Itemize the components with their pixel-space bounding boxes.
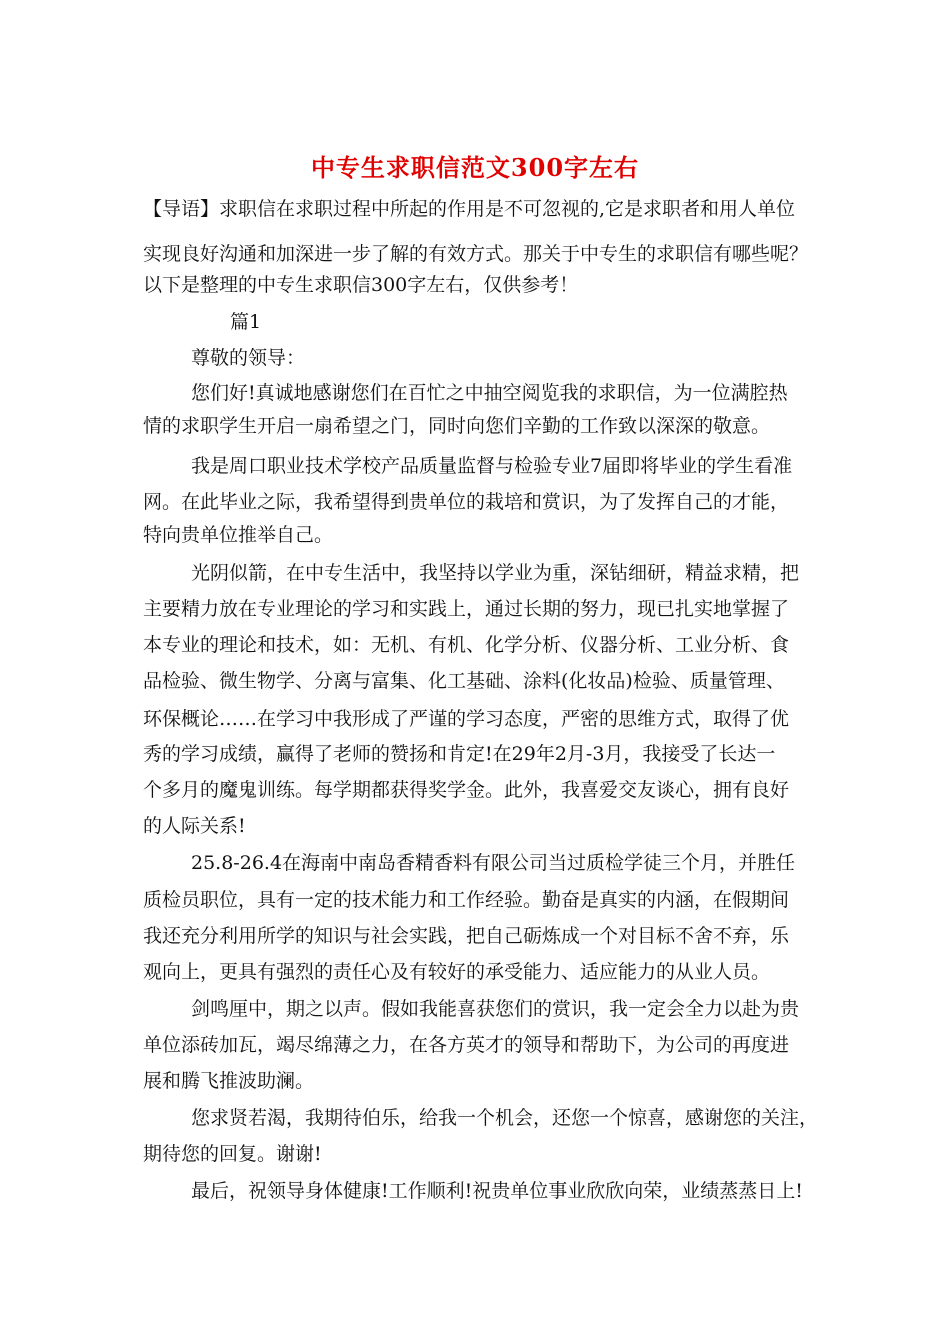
intro-line-3: 以下是整理的中专生求职信300字左右，仅供参考！: [143, 274, 579, 296]
paragraph-line: 质检员职位，具有一定的技术能力和工作经验。勤奋是真实的内涵，在假期间: [143, 889, 790, 911]
paragraph-line: 品检验、微生物学、分离与富集、化工基础、涂料(化妆品)检验、质量管理、: [143, 670, 785, 692]
paragraph-line: 展和腾飞推波助澜。: [143, 1070, 315, 1092]
paragraph-line: 剑鸣厘中，期之以声。假如我能喜获您们的赏识，我一定会全力以赴为贵: [191, 998, 800, 1020]
paragraph-line: 主要精力放在专业理论的学习和实践上，通过长期的努力，现已扎实地掌握了: [143, 598, 790, 620]
paragraph-line: 我还充分利用所学的知识与社会实践，把自己砺炼成一个对目标不舍不弃，乐: [143, 925, 790, 947]
paragraph-line: 本专业的理论和技术，如：无机、有机、化学分析、仪器分析、工业分析、食: [143, 634, 790, 656]
paragraph-line: 环保概论……在学习中我形成了严谨的学习态度，严密的思维方式，取得了优: [143, 708, 790, 730]
section-heading: 篇1: [230, 311, 262, 333]
paragraph-line: 单位添砖加瓦，竭尽绵薄之力，在各方英才的领导和帮助下，为公司的再度进: [143, 1034, 790, 1056]
paragraph-line: 我是周口职业技术学校产品质量监督与检验专业7届即将毕业的学生看准: [191, 455, 793, 477]
paragraph-line: 特向贵单位推举自己。: [143, 524, 334, 546]
paragraph-line: 光阴似箭，在中专生活中，我坚持以学业为重，深钻细研，精益求精，把: [191, 562, 800, 584]
paragraph-line: 25.8-26.4在海南中南岛香精香料有限公司当过质检学徒三个月，并胜任: [191, 852, 796, 874]
paragraph-line: 的人际关系!: [143, 815, 246, 837]
paragraph-line: 个多月的魔鬼训练。每学期都获得奖学金。此外，我喜爱交友谈心，拥有良好: [143, 779, 790, 801]
paragraph-line: 期待您的回复。谢谢!: [143, 1143, 322, 1165]
salutation: 尊敬的领导：: [191, 347, 306, 369]
paragraph-line: 您求贤若渴，我期待伯乐，给我一个机会，还您一个惊喜，感谢您的关注，: [191, 1107, 819, 1129]
paragraph-line: 网。在此毕业之际，我希望得到贵单位的栽培和赏识，为了发挥自己的才能，: [143, 491, 790, 513]
paragraph-line: 秀的学习成绩，赢得了老师的赞扬和肯定!在29年2月-3月，我接受了长达一: [143, 743, 776, 765]
document-title: 中专生求职信范文300字左右: [310, 153, 640, 182]
paragraph-line: 观向上，更具有强烈的责任心及有较好的承受能力、适应能力的从业人员。: [143, 961, 771, 983]
closing-line: 最后，祝领导身体健康!工作顺利!祝贵单位事业欣欣向荣，业绩蒸蒸日上!: [191, 1180, 803, 1202]
paragraph-line: 情的求职学生开启一扇希望之门，同时向您们辛勤的工作致以深深的敬意。: [143, 415, 771, 437]
intro-line-1: 【导语】求职信在求职过程中所起的作用是不可忽视的,它是求职者和用人单位: [143, 198, 796, 220]
paragraph-line: 您们好!真诚地感谢您们在百忙之中抽空阅览我的求职信，为一位满腔热: [191, 382, 788, 404]
intro-line-2: 实现良好沟通和加深进一步了解的有效方式。那关于中专生的求职信有哪些呢？: [143, 243, 809, 265]
